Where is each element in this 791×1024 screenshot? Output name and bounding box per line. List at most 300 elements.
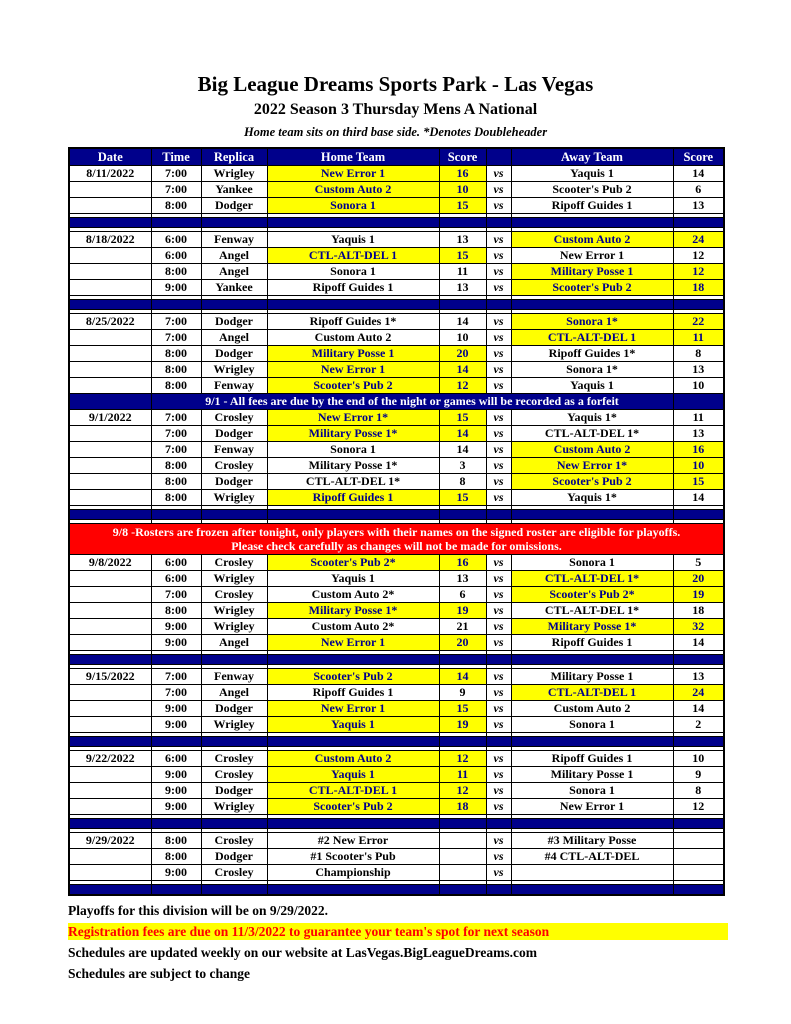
replica-cell: Fenway (201, 669, 267, 685)
footer-registration-note: Registration fees are due on 11/3/2022 to guarantee your team's spot for next season (68, 923, 728, 940)
away-score-cell: 32 (673, 619, 724, 635)
roster-freeze-banner-line: Please check carefully as changes will not be made for omissions. (231, 539, 562, 553)
column-header-score-away: Score (673, 148, 724, 166)
home-score-cell (439, 865, 486, 881)
game-row (69, 571, 724, 587)
away-team-cell: #4 CTL-ALT-DEL (511, 849, 673, 865)
column-header-score: Score (439, 148, 486, 166)
date-cell: 9/22/2022 (69, 751, 151, 767)
date-cell (69, 182, 151, 198)
away-score-cell: 13 (673, 426, 724, 442)
vs-label-cell: vs (486, 330, 511, 346)
replica-cell: Crosley (201, 751, 267, 767)
away-team-cell: Ripoff Guides 1* (511, 346, 673, 362)
separator-navy-row (69, 655, 724, 665)
replica-cell: Angel (201, 264, 267, 280)
vs-label-cell: vs (486, 232, 511, 248)
vs-label-cell: vs (486, 426, 511, 442)
vs-label-cell: vs (486, 865, 511, 881)
separator-navy-row-cell (267, 885, 439, 896)
separator-navy-row-cell (439, 300, 486, 310)
game-row (69, 166, 724, 182)
separator-navy-row-cell (486, 819, 511, 829)
home-score-cell: 18 (439, 799, 486, 815)
fees-banner-right-cell (673, 394, 724, 410)
home-team-cell: Yaquis 1 (267, 232, 439, 248)
home-score-cell: 12 (439, 751, 486, 767)
away-team-cell: Military Posse 1* (511, 619, 673, 635)
separator-navy-row-cell (673, 300, 724, 310)
time-cell: 8:00 (151, 362, 201, 378)
replica-cell: Wrigley (201, 166, 267, 182)
vs-label-cell: vs (486, 314, 511, 330)
vs-label-cell: vs (486, 474, 511, 490)
game-row (69, 635, 724, 651)
vs-label-cell: vs (486, 849, 511, 865)
away-team-cell: Ripoff Guides 1 (511, 751, 673, 767)
vs-label-cell: vs (486, 783, 511, 799)
separator-navy-row-cell (486, 737, 511, 747)
time-cell: 8:00 (151, 849, 201, 865)
date-cell (69, 635, 151, 651)
game-row (69, 232, 724, 248)
time-cell: 7:00 (151, 182, 201, 198)
time-cell: 7:00 (151, 442, 201, 458)
replica-cell: Yankee (201, 280, 267, 296)
away-team-cell: Custom Auto 2 (511, 442, 673, 458)
away-score-cell: 10 (673, 751, 724, 767)
vs-label-cell: vs (486, 555, 511, 571)
away-score-cell: 22 (673, 314, 724, 330)
date-cell: 9/8/2022 (69, 555, 151, 571)
home-score-cell: 12 (439, 378, 486, 394)
game-row (69, 362, 724, 378)
away-team-cell: Military Posse 1 (511, 264, 673, 280)
separator-navy-row-cell (673, 737, 724, 747)
time-cell: 7:00 (151, 587, 201, 603)
home-score-cell: 16 (439, 555, 486, 571)
home-score-cell: 20 (439, 635, 486, 651)
time-cell: 8:00 (151, 346, 201, 362)
home-team-cell: Sonora 1 (267, 264, 439, 280)
vs-label-cell: vs (486, 362, 511, 378)
separator-navy-row-cell (486, 300, 511, 310)
away-score-cell: 16 (673, 442, 724, 458)
game-row (69, 378, 724, 394)
away-score-cell: 24 (673, 685, 724, 701)
away-team-cell: CTL-ALT-DEL 1* (511, 603, 673, 619)
replica-cell: Dodger (201, 701, 267, 717)
away-team-cell: Yaquis 1 (511, 378, 673, 394)
away-team-cell: #3 Military Posse (511, 833, 673, 849)
away-team-cell: New Error 1 (511, 248, 673, 264)
home-score-cell: 13 (439, 280, 486, 296)
separator-navy-row-cell (69, 819, 151, 829)
away-team-cell: Custom Auto 2 (511, 701, 673, 717)
home-team-cell: New Error 1* (267, 410, 439, 426)
time-cell: 8:00 (151, 490, 201, 506)
time-cell: 8:00 (151, 603, 201, 619)
away-team-cell: Military Posse 1 (511, 669, 673, 685)
home-team-cell: Ripoff Guides 1 (267, 685, 439, 701)
date-cell: 8/11/2022 (69, 166, 151, 182)
separator-navy-row-cell (201, 300, 267, 310)
away-score-cell (673, 833, 724, 849)
home-score-cell: 16 (439, 166, 486, 182)
away-score-cell: 14 (673, 166, 724, 182)
separator-navy-row-cell (201, 885, 267, 896)
column-header-home-team: Home Team (267, 148, 439, 166)
vs-label-cell: vs (486, 166, 511, 182)
separator-navy-row-cell (267, 510, 439, 520)
time-cell: 6:00 (151, 571, 201, 587)
away-score-cell: 10 (673, 458, 724, 474)
date-cell (69, 426, 151, 442)
away-score-cell: 5 (673, 555, 724, 571)
vs-label-cell: vs (486, 346, 511, 362)
footer-website-note: Schedules are updated weekly on our website at LasVegas.BigLeagueDreams.com (68, 945, 538, 960)
home-team-cell: Ripoff Guides 1 (267, 280, 439, 296)
footer-subject-note: Schedules are subject to change (68, 966, 250, 981)
game-row (69, 783, 724, 799)
away-score-cell (673, 865, 724, 881)
away-score-cell: 12 (673, 248, 724, 264)
home-team-cell: New Error 1 (267, 362, 439, 378)
game-row (69, 865, 724, 881)
home-score-cell: 8 (439, 474, 486, 490)
game-row (69, 669, 724, 685)
away-team-cell: Scooter's Pub 2 (511, 182, 673, 198)
separator-navy-row-cell (267, 300, 439, 310)
away-score-cell: 12 (673, 799, 724, 815)
home-team-cell: New Error 1 (267, 166, 439, 182)
date-cell (69, 571, 151, 587)
separator-navy-row-cell (486, 655, 511, 665)
replica-cell: Crosley (201, 767, 267, 783)
game-row (69, 490, 724, 506)
away-team-cell: Custom Auto 2 (511, 232, 673, 248)
game-row (69, 426, 724, 442)
separator-navy-row-cell (151, 819, 201, 829)
separator-navy-row-cell (151, 300, 201, 310)
replica-cell: Dodger (201, 474, 267, 490)
separator-navy-row-cell (69, 300, 151, 310)
replica-cell: Crosley (201, 555, 267, 571)
home-score-cell: 19 (439, 717, 486, 733)
home-team-cell: Championship (267, 865, 439, 881)
separator-navy-row-cell (69, 218, 151, 228)
game-row (69, 198, 724, 214)
date-cell (69, 685, 151, 701)
roster-freeze-banner-text (69, 524, 724, 555)
away-score-cell: 2 (673, 717, 724, 733)
replica-cell: Angel (201, 248, 267, 264)
home-team-cell: New Error 1 (267, 701, 439, 717)
separator-navy-row-cell (201, 655, 267, 665)
separator-navy-row-cell (673, 655, 724, 665)
replica-cell: Dodger (201, 426, 267, 442)
date-cell (69, 767, 151, 783)
date-cell (69, 717, 151, 733)
home-score-cell: 21 (439, 619, 486, 635)
home-score-cell: 14 (439, 426, 486, 442)
home-team-cell: CTL-ALT-DEL 1 (267, 783, 439, 799)
date-cell (69, 701, 151, 717)
home-team-cell: Military Posse 1* (267, 426, 439, 442)
away-score-cell: 13 (673, 669, 724, 685)
game-row (69, 346, 724, 362)
home-team-cell: Ripoff Guides 1 (267, 490, 439, 506)
date-cell (69, 799, 151, 815)
home-score-cell: 9 (439, 685, 486, 701)
home-score-cell: 6 (439, 587, 486, 603)
game-row (69, 767, 724, 783)
replica-cell: Dodger (201, 849, 267, 865)
home-score-cell: 11 (439, 264, 486, 280)
vs-label-cell: vs (486, 458, 511, 474)
date-cell (69, 474, 151, 490)
game-row (69, 458, 724, 474)
time-cell: 8:00 (151, 474, 201, 490)
page-footer (68, 902, 791, 982)
replica-cell: Dodger (201, 783, 267, 799)
replica-cell: Wrigley (201, 490, 267, 506)
home-score-cell: 15 (439, 701, 486, 717)
separator-navy-row-cell (439, 655, 486, 665)
away-team-cell: Sonora 1* (511, 362, 673, 378)
away-team-cell: New Error 1 (511, 799, 673, 815)
separator-navy-row-cell (151, 218, 201, 228)
roster-freeze-banner-line: 9/8 -Rosters are frozen after tonight, only players with their names on the signed roster are eligible for playoffs. (112, 525, 681, 539)
time-cell: 6:00 (151, 232, 201, 248)
home-team-cell: Yaquis 1 (267, 717, 439, 733)
game-row (69, 833, 724, 849)
replica-cell: Wrigley (201, 571, 267, 587)
replica-cell: Angel (201, 330, 267, 346)
replica-cell: Wrigley (201, 619, 267, 635)
replica-cell: Wrigley (201, 799, 267, 815)
home-score-cell: 14 (439, 314, 486, 330)
home-team-cell: Scooter's Pub 2 (267, 669, 439, 685)
date-cell (69, 378, 151, 394)
replica-cell: Crosley (201, 865, 267, 881)
replica-cell: Crosley (201, 833, 267, 849)
replica-cell: Fenway (201, 442, 267, 458)
time-cell: 8:00 (151, 378, 201, 394)
column-header-vs (486, 148, 511, 166)
away-team-cell: CTL-ALT-DEL 1* (511, 571, 673, 587)
vs-label-cell: vs (486, 751, 511, 767)
separator-navy-row-cell (511, 510, 673, 520)
separator-navy-row-cell (267, 819, 439, 829)
vs-label-cell: vs (486, 619, 511, 635)
separator-navy-row-cell (511, 300, 673, 310)
game-row (69, 410, 724, 426)
vs-label-cell: vs (486, 378, 511, 394)
separator-navy-row-cell (201, 510, 267, 520)
page-subtitle: 2022 Season 3 Thursday Mens A National (253, 101, 538, 118)
time-cell: 6:00 (151, 751, 201, 767)
replica-cell: Dodger (201, 346, 267, 362)
away-score-cell: 18 (673, 280, 724, 296)
away-team-cell: Scooter's Pub 2 (511, 474, 673, 490)
game-row (69, 587, 724, 603)
away-score-cell: 14 (673, 490, 724, 506)
column-header-time: Time (151, 148, 201, 166)
replica-cell: Yankee (201, 182, 267, 198)
time-cell: 9:00 (151, 635, 201, 651)
date-cell: 9/29/2022 (69, 833, 151, 849)
time-cell: 8:00 (151, 264, 201, 280)
vs-label-cell: vs (486, 182, 511, 198)
away-team-cell: Sonora 1* (511, 314, 673, 330)
date-cell: 8/25/2022 (69, 314, 151, 330)
home-score-cell: 15 (439, 490, 486, 506)
game-row (69, 751, 724, 767)
game-row (69, 264, 724, 280)
time-cell: 6:00 (151, 248, 201, 264)
home-team-cell: Military Posse 1* (267, 458, 439, 474)
schedule-table (68, 147, 725, 896)
separator-navy-row-cell (439, 885, 486, 896)
replica-cell: Wrigley (201, 362, 267, 378)
home-score-cell: 15 (439, 248, 486, 264)
away-score-cell: 11 (673, 330, 724, 346)
separator-navy-row-cell (673, 510, 724, 520)
away-team-cell: Sonora 1 (511, 717, 673, 733)
date-cell (69, 330, 151, 346)
home-score-cell: 10 (439, 330, 486, 346)
date-cell (69, 587, 151, 603)
away-score-cell: 18 (673, 603, 724, 619)
date-cell (69, 458, 151, 474)
separator-navy-row-cell (151, 510, 201, 520)
home-score-cell: 3 (439, 458, 486, 474)
away-team-cell: Sonora 1 (511, 783, 673, 799)
time-cell: 7:00 (151, 410, 201, 426)
home-score-cell: 13 (439, 571, 486, 587)
vs-label-cell: vs (486, 280, 511, 296)
game-row (69, 280, 724, 296)
time-cell: 7:00 (151, 669, 201, 685)
separator-navy-row-cell (511, 885, 673, 896)
home-team-cell: Scooter's Pub 2 (267, 378, 439, 394)
away-team-cell: Military Posse 1 (511, 767, 673, 783)
separator-navy-row-cell (69, 885, 151, 896)
home-score-cell: 20 (439, 346, 486, 362)
separator-navy-row-cell (511, 655, 673, 665)
home-score-cell: 14 (439, 669, 486, 685)
separator-navy-row-cell (267, 218, 439, 228)
date-cell (69, 619, 151, 635)
time-cell: 8:00 (151, 458, 201, 474)
vs-label-cell: vs (486, 571, 511, 587)
fees-due-banner-row (69, 394, 724, 410)
home-team-cell: CTL-ALT-DEL 1* (267, 474, 439, 490)
column-header-replica: Replica (201, 148, 267, 166)
away-score-cell: 11 (673, 410, 724, 426)
date-cell (69, 849, 151, 865)
replica-cell: Wrigley (201, 717, 267, 733)
away-score-cell: 14 (673, 701, 724, 717)
home-score-cell: 11 (439, 767, 486, 783)
roster-freeze-banner-row (69, 524, 724, 555)
page-title: Big League Dreams Sports Park - Las Vegas (197, 72, 594, 96)
time-cell: 9:00 (151, 783, 201, 799)
away-score-cell: 10 (673, 378, 724, 394)
home-team-cell: New Error 1 (267, 635, 439, 651)
home-team-cell: Custom Auto 2 (267, 182, 439, 198)
home-team-cell: Yaquis 1 (267, 571, 439, 587)
separator-navy-row-cell (439, 510, 486, 520)
date-cell: 8/18/2022 (69, 232, 151, 248)
away-team-cell (511, 865, 673, 881)
separator-navy-row-cell (673, 819, 724, 829)
home-team-cell: CTL-ALT-DEL 1 (267, 248, 439, 264)
home-team-cell: #1 Scooter's Pub (267, 849, 439, 865)
away-score-cell: 15 (673, 474, 724, 490)
home-team-cell: Ripoff Guides 1* (267, 314, 439, 330)
time-cell: 6:00 (151, 555, 201, 571)
date-cell (69, 603, 151, 619)
home-score-cell: 13 (439, 232, 486, 248)
time-cell: 9:00 (151, 767, 201, 783)
home-team-cell: Sonora 1 (267, 198, 439, 214)
home-team-cell: Scooter's Pub 2 (267, 799, 439, 815)
home-score-cell: 14 (439, 442, 486, 458)
home-team-cell: Scooter's Pub 2* (267, 555, 439, 571)
vs-label-cell: vs (486, 767, 511, 783)
separator-navy-row-cell (267, 737, 439, 747)
game-row (69, 799, 724, 815)
separator-navy-row-cell (511, 819, 673, 829)
vs-label-cell: vs (486, 603, 511, 619)
home-score-cell: 19 (439, 603, 486, 619)
away-score-cell: 24 (673, 232, 724, 248)
away-score-cell: 8 (673, 783, 724, 799)
replica-cell: Fenway (201, 378, 267, 394)
away-score-cell: 8 (673, 346, 724, 362)
separator-navy-row-cell (673, 885, 724, 896)
away-team-cell: Scooter's Pub 2* (511, 587, 673, 603)
time-cell: 7:00 (151, 314, 201, 330)
fees-banner-left-cell (69, 394, 151, 410)
game-row (69, 555, 724, 571)
game-row (69, 849, 724, 865)
vs-label-cell: vs (486, 442, 511, 458)
replica-cell: Angel (201, 685, 267, 701)
home-score-cell: 12 (439, 783, 486, 799)
time-cell: 9:00 (151, 280, 201, 296)
separator-navy-row-cell (151, 737, 201, 747)
separator-navy-row-cell (201, 737, 267, 747)
date-cell (69, 442, 151, 458)
header-note: Home team sits on third base side. *Denotes Doubleheader (243, 125, 548, 139)
time-cell: 9:00 (151, 619, 201, 635)
time-cell: 9:00 (151, 701, 201, 717)
separator-navy-row-cell (439, 218, 486, 228)
vs-label-cell: vs (486, 701, 511, 717)
away-team-cell: CTL-ALT-DEL 1* (511, 426, 673, 442)
away-team-cell: Yaquis 1 (511, 166, 673, 182)
vs-label-cell: vs (486, 490, 511, 506)
time-cell: 9:00 (151, 865, 201, 881)
fees-banner-text: 9/1 - All fees are due by the end of the night or games will be recorded as a forfeit (151, 394, 673, 410)
separator-navy-row-cell (69, 655, 151, 665)
away-team-cell: Yaquis 1* (511, 410, 673, 426)
game-row (69, 603, 724, 619)
separator-navy-row-cell (151, 885, 201, 896)
